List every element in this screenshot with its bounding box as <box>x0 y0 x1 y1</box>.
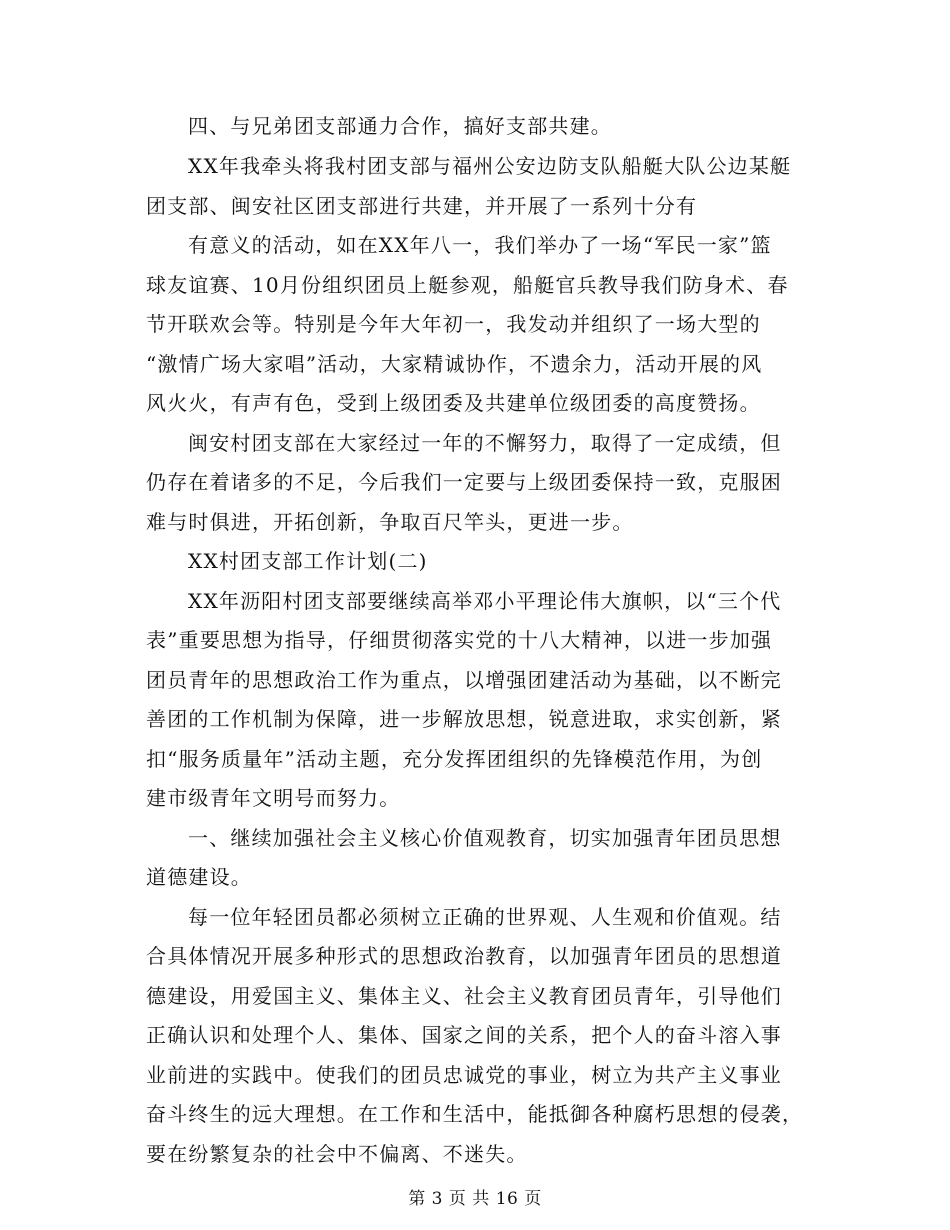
paragraph-line: 正确认识和处理个人、集体、国家之间的关系，把个人的奋斗溶入事 <box>146 1023 782 1047</box>
paragraph-line: 合具体情况开展多种形式的思想政治教育，以加强青年团员的思想道 <box>146 944 782 968</box>
section-heading-one-cont: 道德建设。 <box>146 865 252 889</box>
paragraph-line: 团员青年的思想政治工作为重点，以增强团建活动为基础，以不断完 <box>146 668 782 692</box>
page-footer: 第 3 页 共 16 页 <box>408 1189 542 1209</box>
document-subtitle: XX村团支部工作计划(二) <box>188 549 428 573</box>
paragraph-line: 闽安村团支部在大家经过一年的不懈努力，取得了一定成绩，但 <box>188 431 782 455</box>
paragraph-line: 节开联欢会等。特别是今年大年初一，我发动并组织了一场大型的 <box>146 312 761 336</box>
paragraph-line: 团支部、闽安社区团支部进行共建，并开展了一系列十分有 <box>146 194 698 218</box>
paragraph-line: 奋斗终生的远大理想。在工作和生活中，能抵御各种腐朽思想的侵袭， <box>146 1102 804 1126</box>
paragraph-line: XX年我牵头将我村团支部与福州公安边防支队船艇大队公边某艇 <box>188 154 792 178</box>
section-heading-one: 一、继续加强社会主义核心价值观教育，切实加强青年团员思想 <box>188 826 782 850</box>
paragraph-line: 球友谊赛、10月份组织团员上艇参观，船艇官兵教导我们防身术、春 <box>146 273 789 297</box>
paragraph-line: “激情广场大家唱”活动，大家精诚协作，不遗余力，活动开展的风 <box>146 352 763 376</box>
paragraph-line: 每一位年轻团员都必须树立正确的世界观、人生观和价值观。结 <box>188 905 782 929</box>
paragraph-line: 表”重要思想为指导，仔细贯彻落实党的十八大精神，以进一步加强 <box>146 628 773 652</box>
paragraph-line: 扣“服务质量年”活动主题，充分发挥团组织的先锋模范作用，为创 <box>146 747 763 771</box>
paragraph-line: 难与时俱进，开拓创新，争取百尺竿头，更进一步。 <box>146 510 634 534</box>
paragraph-line: 要在纷繁复杂的社会中不偏离、不迷失。 <box>146 1142 528 1166</box>
section-heading-four: 四、与兄弟团支部通力合作，搞好支部共建。 <box>188 114 612 138</box>
paragraph-line: 善团的工作机制为保障，进一步解放思想，锐意进取，求实创新，紧 <box>146 707 782 731</box>
paragraph-line: 业前进的实践中。使我们的团员忠诚党的事业，树立为共产主义事业 <box>146 1063 782 1087</box>
paragraph-line: 建市级青年文明号而努力。 <box>146 786 401 810</box>
paragraph-line: 德建设，用爱国主义、集体主义、社会主义教育团员青年，引导他们 <box>146 984 782 1008</box>
paragraph-line: 仍存在着诸多的不足，今后我们一定要与上级团委保持一致，克服困 <box>146 470 782 494</box>
paragraph-line: XX年沥阳村团支部要继续高举邓小平理论伟大旗帜，以“三个代 <box>188 589 782 613</box>
paragraph-line: 有意义的活动，如在XX年八一，我们举办了一场“军民一家”篮 <box>188 233 772 257</box>
paragraph-line: 风火火，有声有色，受到上级团委及共建单位级团委的高度赞扬。 <box>146 391 761 415</box>
